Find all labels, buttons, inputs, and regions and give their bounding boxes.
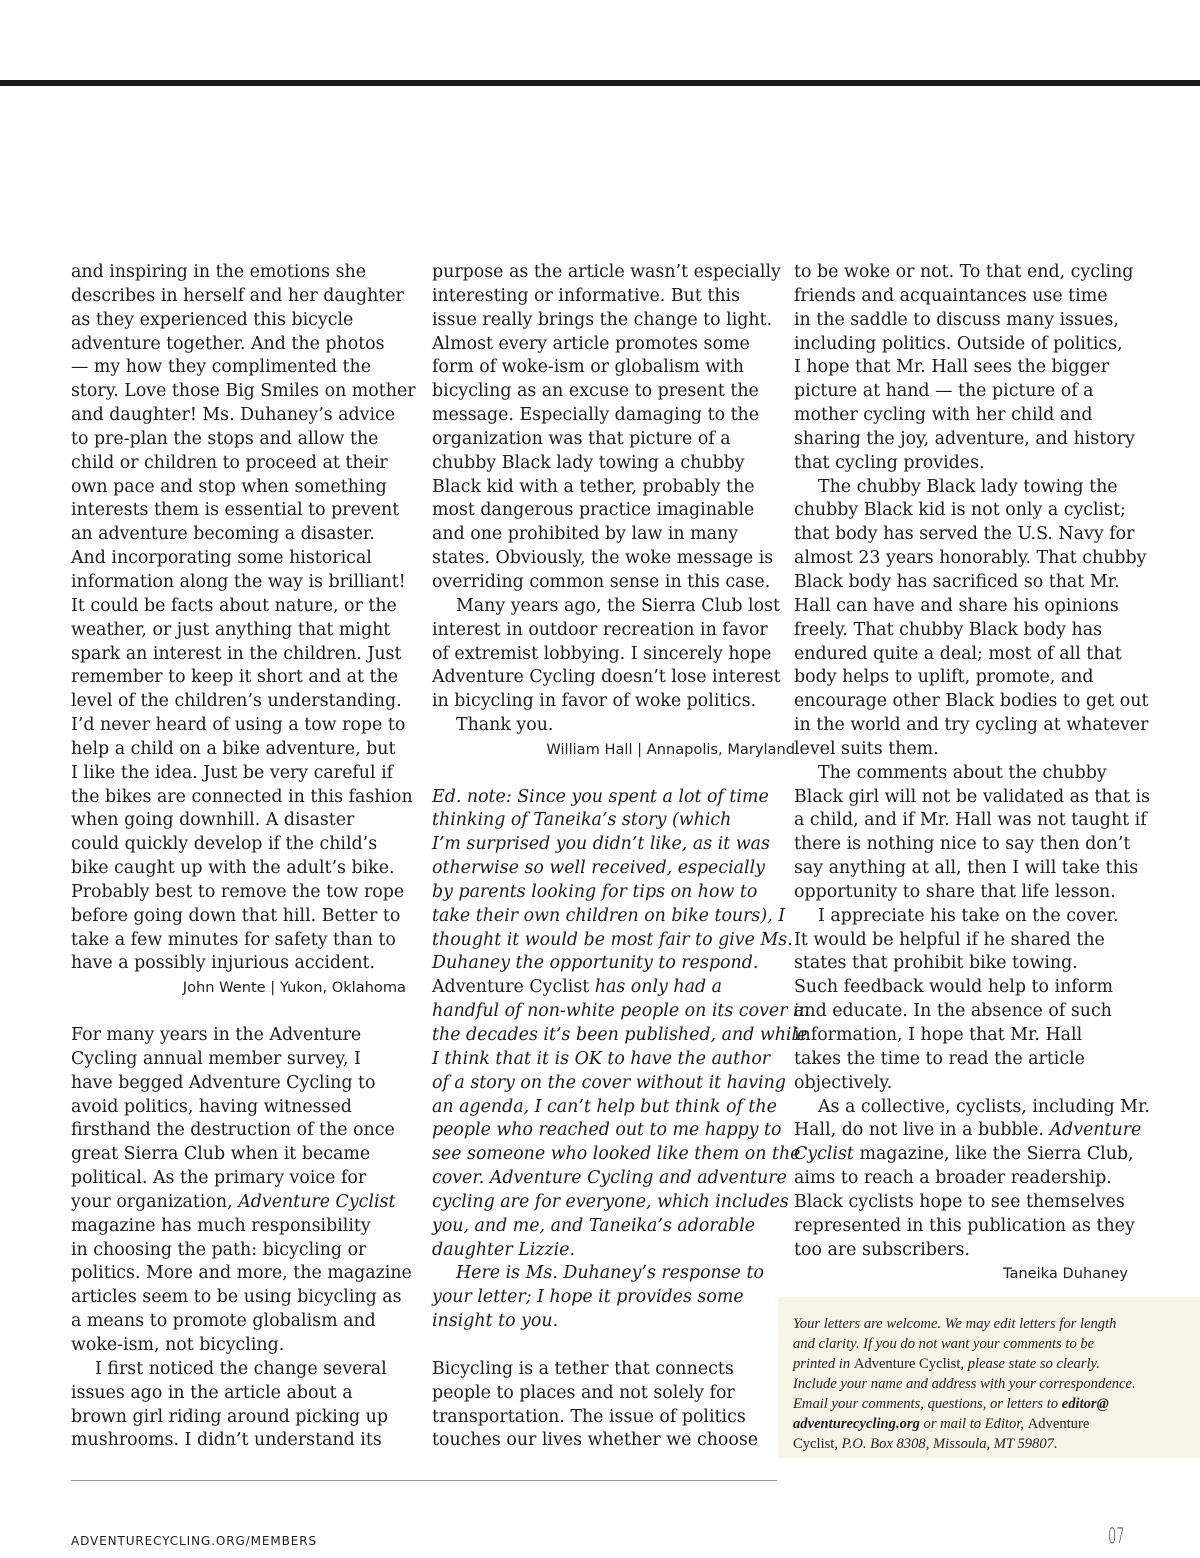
text-line: have begged Adventure Cycling to bbox=[71, 1072, 376, 1093]
text-line: avoid politics, having witnessed bbox=[71, 1096, 352, 1117]
text-line: Adventure Cycling doesn’t lose interest bbox=[432, 667, 781, 688]
text-line: I appreciate his take on the cover. bbox=[818, 905, 1119, 926]
text-line: firsthand the destruction of the once bbox=[71, 1120, 395, 1141]
text-line: people who reached out to me happy to bbox=[432, 1120, 782, 1141]
text-line: It would be helpful if he shared the bbox=[794, 929, 1105, 950]
text-line: mother cycling with her child and bbox=[794, 405, 1093, 426]
text-line: sharing the joy, adventure, and history bbox=[794, 428, 1135, 449]
text-line: interest in outdoor recreation in favor bbox=[432, 619, 768, 640]
text-line: story. Love those Big Smiles on mother bbox=[71, 381, 416, 402]
letter-2-signature: William Hall | Annapolis, Maryland bbox=[546, 740, 795, 758]
text-line: form of woke-ism or globalism with bbox=[432, 357, 744, 378]
text-line: The comments about the chubby bbox=[818, 762, 1107, 783]
text-line: I like the idea. Just be very careful if bbox=[71, 762, 394, 783]
text-line: help a child on a bike adventure, but bbox=[71, 738, 396, 759]
text-line: that body has served the U.S. Navy for bbox=[794, 524, 1135, 545]
text-line: see someone who looked like them on the bbox=[432, 1144, 801, 1165]
email-link[interactable]: editor@ bbox=[1061, 1396, 1109, 1412]
text-line: It could be facts about nature, or the bbox=[71, 595, 397, 616]
text-line: cycling are for everyone, which includes bbox=[432, 1191, 789, 1212]
text-line: I think that it is OK to have the author bbox=[432, 1048, 771, 1069]
text-line: that cycling provides. bbox=[794, 452, 985, 473]
text-line: and one prohibited by law in many bbox=[432, 524, 739, 545]
text-line: the decades it’s been published, and while bbox=[432, 1025, 808, 1045]
text-line: a child, and if Mr. Hall was not taught if bbox=[794, 810, 1147, 831]
text-line: aims to reach a broader readership. bbox=[794, 1168, 1112, 1189]
email-link-domain[interactable]: adventurecycling.org bbox=[793, 1416, 920, 1432]
text-line: bicycling as an excuse to present the bbox=[432, 381, 759, 402]
text-line: take their own children on bike tours), I bbox=[432, 905, 786, 926]
text-line: information, I hope that Mr. Hall bbox=[794, 1025, 1083, 1045]
top-rule bbox=[0, 80, 1200, 86]
column-1 bbox=[71, 261, 416, 1453]
text-line: Black body has sacrificed so that Mr. bbox=[794, 571, 1120, 592]
text-line: people to places and not solely for bbox=[432, 1382, 735, 1403]
text-line: interests them is essential to prevent bbox=[71, 500, 400, 521]
text-line: Such feedback would help to inform bbox=[794, 977, 1113, 998]
text-line: the bikes are connected in this fashion bbox=[71, 786, 413, 807]
text-line: issues ago in the article about a bbox=[71, 1382, 353, 1403]
response-paragraph-5: As a collective, cyclists, including Mr. Hall, do not live in a bubble. Adventure Cyclist magazine, like the Sierra Club, aims to reach a broader readership. Black cyclists hope to see themselves represented in this publication as they too are subscribers. bbox=[794, 1096, 1134, 1263]
response-paragraph-2 bbox=[794, 476, 1149, 762]
text-line: I hope that Mr. Hall sees the bigger bbox=[794, 357, 1110, 378]
text-line: of extremist lobbying. I sincerely hope bbox=[432, 643, 772, 664]
text-line: in choosing the path: bicycling or bbox=[71, 1239, 367, 1260]
text-line: Almost every article promotes some bbox=[432, 333, 750, 354]
letter-2-paragraph-2 bbox=[71, 1358, 411, 1453]
letters-info-text: Your letters are welcome. We may edit letters for length and clarity. If you do not want your comments to be printed in Adventure Cyclist, please state so clearly. Include your name and address with your correspondence. Email your comments, questions, or letters to editor@ adventurecycling.org or mail to Editor, Adventure Cyclist, P.O. Box 8308, Missoula, MT 59807. bbox=[793, 1316, 1136, 1452]
text-line: overriding common sense in this case. bbox=[432, 571, 771, 592]
text-line: Hall can have and share his opinions bbox=[794, 595, 1119, 616]
letter-1-paragraph bbox=[71, 261, 416, 976]
response-paragraph-4 bbox=[794, 905, 1134, 1096]
text-line: chubby Black lady towing a chubby bbox=[432, 452, 745, 473]
text-line: in the saddle to discuss many issues, bbox=[794, 309, 1119, 330]
response-paragraph-1 bbox=[432, 1358, 772, 1453]
text-line: political. As the primary voice for bbox=[71, 1168, 367, 1189]
text-line: in the world and try cycling at whatever bbox=[794, 715, 1149, 736]
text-line: say anything at all, then I will take this bbox=[794, 858, 1139, 879]
text-line: organization was that picture of a bbox=[432, 428, 731, 449]
text-line: — my how they complimented the bbox=[71, 357, 372, 378]
text-line: most dangerous practice imaginable bbox=[432, 500, 755, 521]
text-line: woke-ism, not bicycling. bbox=[71, 1334, 285, 1355]
text-line: of a story on the cover without it having bbox=[432, 1072, 786, 1093]
text-line: take a few minutes for safety than to bbox=[71, 929, 396, 950]
text-line: as they experienced this bicycle bbox=[71, 309, 354, 330]
column-2 bbox=[432, 261, 810, 1453]
letter-2-closing: Thank you. bbox=[456, 715, 554, 736]
text-line: brown girl riding around picking up bbox=[71, 1406, 388, 1427]
text-line: friends and acquaintances use time bbox=[794, 285, 1108, 306]
text-line: For many years in the Adventure bbox=[71, 1025, 362, 1045]
letter-2-paragraph-1: For many years in the Adventure Cycling annual member survey, I have begged Adventure Cycling to avoid politics, having witnessed firsthand the destruction of the once great Sierra Club when it became political. As the primary voice for your organization, Adventure Cyclist magazine has much responsibility in choosing the path: bicycling or politics. More and more, the magazine articles seem to be using bicycling as a means to promote globalism and woke-ism, not bicycling. bbox=[71, 1024, 411, 1358]
text-line: Probably best to remove the tow rope bbox=[71, 881, 405, 902]
text-line: represented in this publication as they bbox=[794, 1215, 1135, 1236]
text-line: transportation. The issue of politics bbox=[432, 1406, 746, 1427]
text-line: a means to promote globalism and bbox=[71, 1311, 376, 1332]
response-paragraph-1-continued bbox=[794, 261, 1134, 476]
text-line: in bicycling in favor of woke politics. bbox=[432, 691, 757, 712]
text-line: Black girl will not be validated as that is bbox=[794, 786, 1150, 807]
text-line: Black kid with a tether, probably the bbox=[432, 476, 755, 497]
text-line: takes the time to read the article bbox=[794, 1048, 1085, 1069]
text-line: to be woke or not. To that end, cycling bbox=[794, 262, 1134, 282]
text-line: level of the children’s understanding. bbox=[71, 691, 402, 712]
text-line: mushrooms. I didn’t understand its bbox=[71, 1430, 382, 1451]
footer-url-link[interactable]: ADVENTURECYCLING.ORG/MEMBERS bbox=[71, 1534, 317, 1548]
text-line: including politics. Outside of politics, bbox=[794, 333, 1123, 354]
text-line: bike caught up with the adult’s bike. bbox=[71, 858, 395, 879]
response-paragraph-3 bbox=[794, 762, 1150, 905]
text-line: weather, or just anything that might bbox=[71, 619, 391, 640]
text-line: by parents looking for tips on how to bbox=[432, 881, 758, 902]
response-signature: Taneika Duhaney bbox=[1002, 1265, 1128, 1283]
bottom-rule bbox=[71, 1480, 777, 1481]
text-line: insight to you. bbox=[432, 1311, 559, 1332]
text-line: Ed. note: Since you spent a lot of time bbox=[432, 786, 769, 807]
text-line: touches our lives whether we choose bbox=[432, 1430, 759, 1451]
text-line: great Sierra Club when it became bbox=[71, 1144, 371, 1165]
text-line: I first noticed the change several bbox=[95, 1358, 387, 1379]
text-line: you, and me, and Taneika’s adorable bbox=[432, 1215, 756, 1236]
text-line: otherwise so well received, especially bbox=[432, 858, 765, 879]
text-line: could quickly develop if the child’s bbox=[71, 834, 378, 855]
text-line: Cycling annual member survey, I bbox=[71, 1048, 361, 1069]
text-line: I’m surprised you didn’t like, as it was bbox=[432, 834, 770, 855]
text-line: magazine has much responsibility bbox=[71, 1215, 371, 1236]
text-line: Duhaney the opportunity to respond. bbox=[432, 953, 759, 974]
text-line: almost 23 years honorably. That chubby bbox=[794, 548, 1147, 569]
text-line: child or children to proceed at their bbox=[71, 452, 388, 473]
text-line: Here is Ms. Duhaney’s response to bbox=[456, 1263, 764, 1284]
text-line: Many years ago, the Sierra Club lost bbox=[456, 595, 780, 616]
editor-note: Ed. note: Since you spent a lot of time thinking of Taneika’s story (which I’m surprised you didn’t like, as it was otherwise so well received, especially by parents looking for tips on how to take their own children on bike tours), I thought it would be most fair to give Ms. Duhaney the opportunity to respond. Adventure Cyclist has only had a handful of non-white people on its cover in the decades it’s been published, and while I think that it is OK to have the author of a story on the cover without it having an agenda, I can’t help but think of the people who reached out to me happy to see someone who looked like them on the cover. Adventure Cycling and adventure cycling are for everyone, which includes you, and me, and Taneika’s adorable daughter Lizzie. Here is Ms. Duhaney’s response to your letter; I hope it provides some insight to you. bbox=[432, 786, 772, 1334]
text-line: thought it would be most fair to give Ms. bbox=[432, 929, 793, 950]
text-line: purpose as the article wasn’t especially bbox=[432, 262, 781, 282]
text-line: spark an interest in the children. Just bbox=[71, 643, 402, 664]
text-line: Bicycling is a tether that connects bbox=[432, 1358, 734, 1379]
text-line: states that prohibit bike towing. bbox=[794, 953, 1078, 974]
text-line: handful of non-white people on its cover in bbox=[432, 1001, 810, 1022]
text-line: adventure together. And the photos bbox=[71, 333, 385, 354]
text-line: message. Especially damaging to the bbox=[432, 405, 760, 426]
text-line: body helps to uplift, promote, and bbox=[794, 667, 1094, 688]
text-line: issue really brings the change to light. bbox=[432, 309, 773, 330]
text-line: information along the way is brilliant! bbox=[71, 571, 406, 592]
text-line: your letter; I hope it provides some bbox=[432, 1287, 744, 1308]
text-line: and educate. In the absence of such bbox=[794, 1001, 1112, 1022]
text-line: to pre-plan the stops and allow the bbox=[71, 428, 379, 449]
text-line: chubby Black kid is not only a cyclist; bbox=[794, 500, 1126, 521]
letter-2-paragraph-3 bbox=[432, 261, 781, 595]
text-line: when going downhill. A disaster bbox=[71, 810, 355, 831]
text-line: states. Obviously, the woke message is bbox=[432, 548, 774, 569]
page-number: 07 bbox=[1108, 1524, 1125, 1548]
text-line: encourage other Black bodies to get out bbox=[794, 691, 1149, 712]
text-line: and daughter! Ms. Duhaney’s advice bbox=[71, 405, 396, 426]
text-line: articles seem to be using bicycling as bbox=[71, 1287, 402, 1308]
text-line: have a possibly injurious accident. bbox=[71, 953, 376, 974]
text-line: level suits them. bbox=[794, 738, 939, 759]
text-line: picture at hand — the picture of a bbox=[794, 381, 1094, 402]
text-line: daughter Lizzie. bbox=[432, 1239, 575, 1260]
text-line: describes in herself and her daughter bbox=[71, 285, 404, 306]
text-line: Black cyclists hope to see themselves bbox=[794, 1191, 1125, 1212]
text-line: thinking of Taneika’s story (which bbox=[432, 810, 732, 831]
text-line: endured quite a deal; most of all that bbox=[794, 643, 1122, 664]
text-line: interesting or informative. But this bbox=[432, 285, 741, 306]
text-line: own pace and stop when something bbox=[71, 476, 387, 497]
text-line: politics. More and more, the magazine bbox=[71, 1263, 412, 1284]
text-line: objectively. bbox=[794, 1072, 893, 1093]
letter-2-paragraph-4 bbox=[432, 595, 781, 714]
text-line: and inspiring in the emotions she bbox=[71, 262, 366, 282]
text-line: freely. That chubby Black body has bbox=[794, 619, 1103, 640]
text-line: The chubby Black lady towing the bbox=[818, 476, 1118, 497]
text-line: before going down that hill. Better to bbox=[71, 905, 401, 926]
text-line: remember to keep it short and at the bbox=[71, 667, 399, 688]
text-line: an adventure becoming a disaster. bbox=[71, 524, 375, 545]
text-line: there is nothing nice to say then don’t bbox=[794, 834, 1131, 855]
letter-1-signature: John Wente | Yukon, Oklahoma bbox=[182, 979, 406, 997]
text-line: I’d never heard of using a tow rope to bbox=[71, 715, 406, 736]
text-line: And incorporating some historical bbox=[71, 548, 372, 569]
text-line: too are subscribers. bbox=[794, 1239, 970, 1260]
text-line: opportunity to share that life lesson. bbox=[794, 881, 1116, 902]
text-line: cover. Adventure Cycling and adventure bbox=[432, 1168, 787, 1189]
text-line: an agenda, I can’t help but think of the bbox=[432, 1096, 777, 1117]
column-3 bbox=[794, 261, 1150, 1286]
